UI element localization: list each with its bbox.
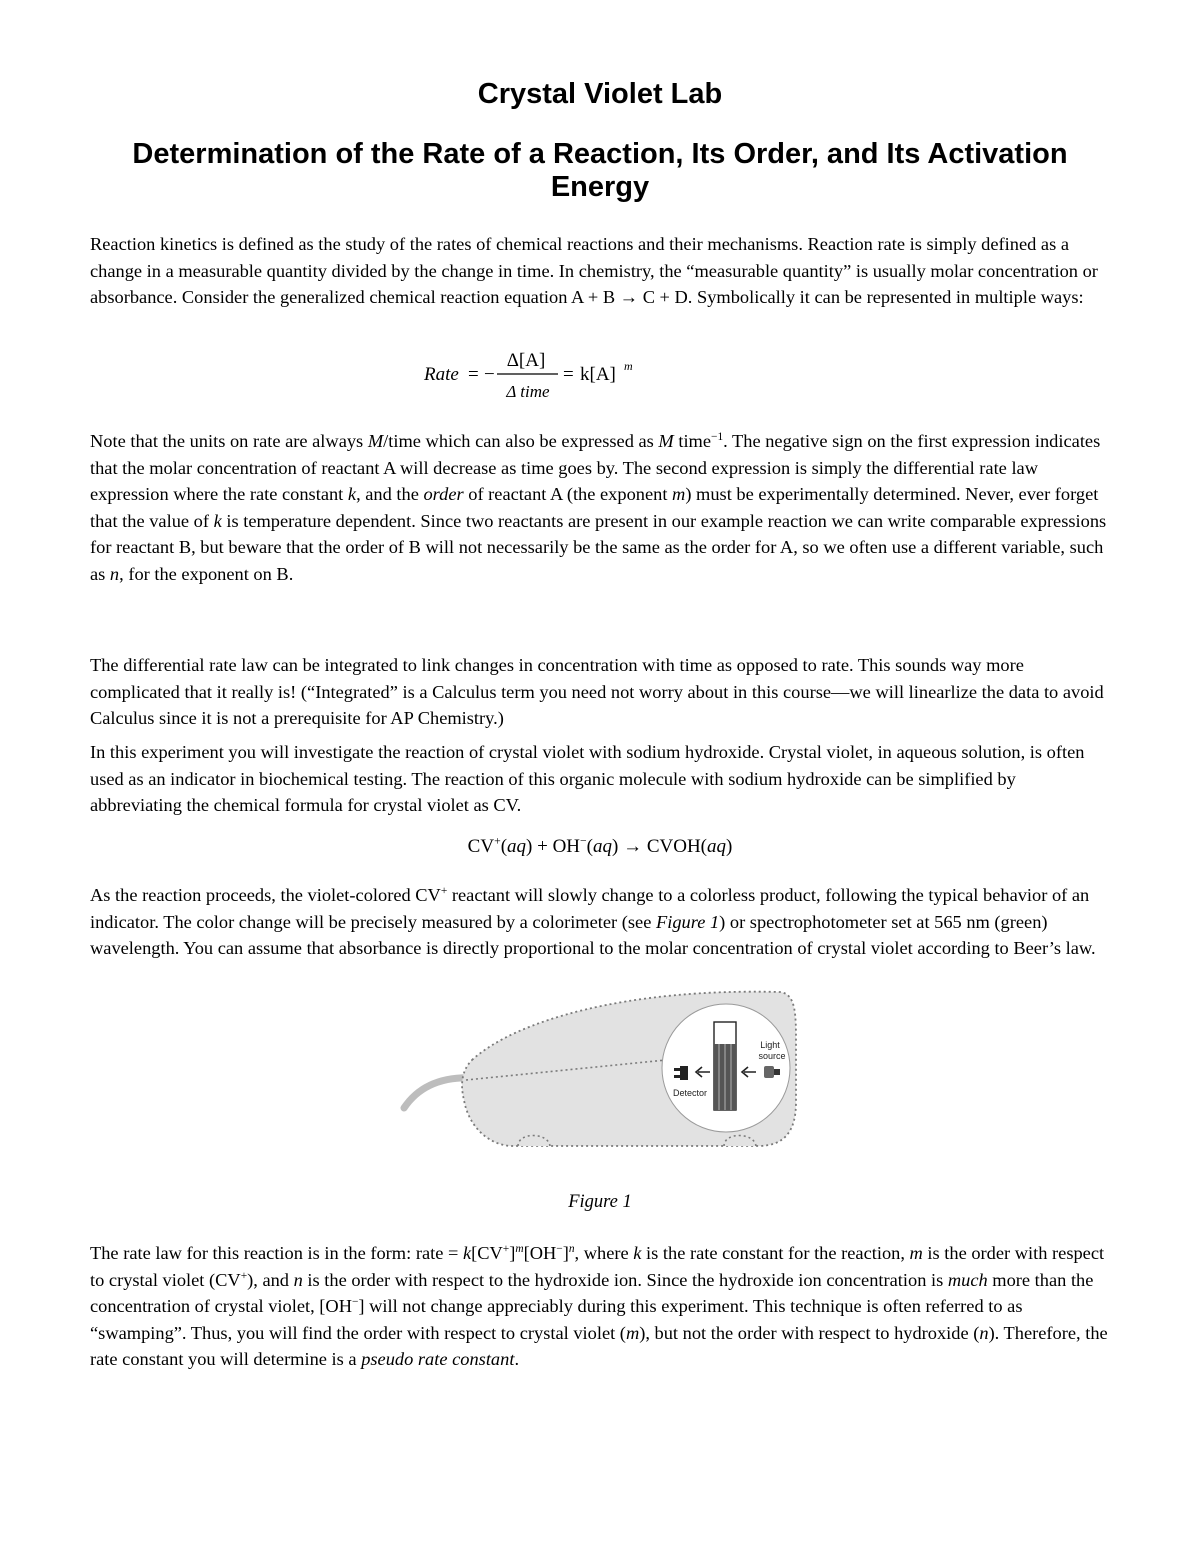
page-subtitle: Determination of the Rate of a Reaction, Its Order, and Its Activation Energy — [132, 138, 1068, 203]
paragraph-colorimeter: As the reaction proceeds, the violet-colored CV+ reactant will slowly change to a colorless product, following the typical behavior of an indicator. The color change will be precisely measured by a colorimeter (see Figure 1) or spectrophotometer set at 565 nm (green) wavelength. You can assume that absorbance is directly proportional to the molar concentration of crystal violet according to Beer’s law. — [90, 884, 1096, 959]
paragraph-integrated-rate: The differential rate law can be integrated to link changes in concentration with time as opposed to rate. This sounds way more complicated that it really is! (“Integrated” is a Calculus term you need not worry about in this course—we will linearlize the data to avoid Calculus since it is not a prerequisite for AP Chemistry.) — [90, 655, 1104, 729]
reaction-equation: CV+(aq) + OH−(aq) → CVOH(aq) — [467, 834, 733, 857]
eq-exponent: m — [624, 359, 633, 373]
eq-equals-1: = — [468, 364, 479, 385]
eq-numerator: Δ[A] — [506, 350, 546, 371]
paragraph-kinetics-intro: Reaction kinetics is defined as the study of the rates of chemical reactions and their mechanisms. Reaction rate is simply defined as a change in a measurable quantity divided by the change in time. In chemistry, the “measurable quantity” is usually molar concentration or absorbance. Consider the generalized chemical reaction equation A + B → C + D. Symbolically it can be represented in multiple ways: — [90, 234, 1098, 308]
detector-icon — [680, 1066, 688, 1080]
paragraph-rate-units: Note that the units on rate are always M/time which can also be expressed as M time$^{-1}$. The negative sign on the first expression indicates that the molar concentration of reactant A will decrease as time goes by. The second expression is simply the differential rate law expression where the rate constant k, and the order of reactant A (the exponent m) must be experimentally determined. Never, ever forget that the value of k is temperature dependent. Since two reactants are present in our example reaction we can write comparable expressions for reactant B, but beware that the order of B will not necessarily be the same as the order for A, so we often use a different variable, such as n, for the exponent on B. — [90, 430, 1107, 584]
paragraph-rate-law: The rate law for this reaction is in the form: rate = $k[CV^+]^m[OH^-]^n$, where k is the rate constant for the reaction, m is the order with respect to crystal violet (CV+), and n is the order with respect to the hydroxide ion. Since the hydroxide ion concentration is much more than the concentration of crystal violet, [OH−] will not change appreciably during this experiment. This technique is often referred to as “swamping”. Thus, you will find the order with respect to crystal violet (m), but not the order with respect to hydroxide (n). Therefore, the rate constant you will determine is a pseudo rate constant. — [90, 1242, 1108, 1370]
eq-rhs: k[A] — [580, 364, 616, 385]
figure-caption: Figure 1 — [568, 1192, 632, 1212]
detector-label: Detector — [672, 1088, 708, 1098]
paragraph-experiment: In this experiment you will investigate the reaction of crystal violet with sodium hydroxide. Crystal violet, in aqueous solution, is often used as an indicator in biochemical testing. The reaction of this organic molecule with sodium hydroxide can be simplified by abbreviating the chemical formula for crystal violet as CV. — [90, 742, 1085, 816]
light-source-label-2: source — [758, 1051, 786, 1061]
colorimeter-figure — [398, 984, 808, 1162]
rate-equation — [420, 346, 680, 408]
page-title: Crystal Violet Lab — [477, 78, 723, 110]
eq-equals-2: = — [563, 364, 574, 385]
eq-rate-label: Rate — [424, 364, 459, 385]
eq-denominator: Δ time — [506, 382, 550, 401]
light-source-label-1: Light — [760, 1040, 780, 1050]
light-source-icon — [764, 1066, 774, 1078]
eq-minus: − — [484, 364, 495, 385]
